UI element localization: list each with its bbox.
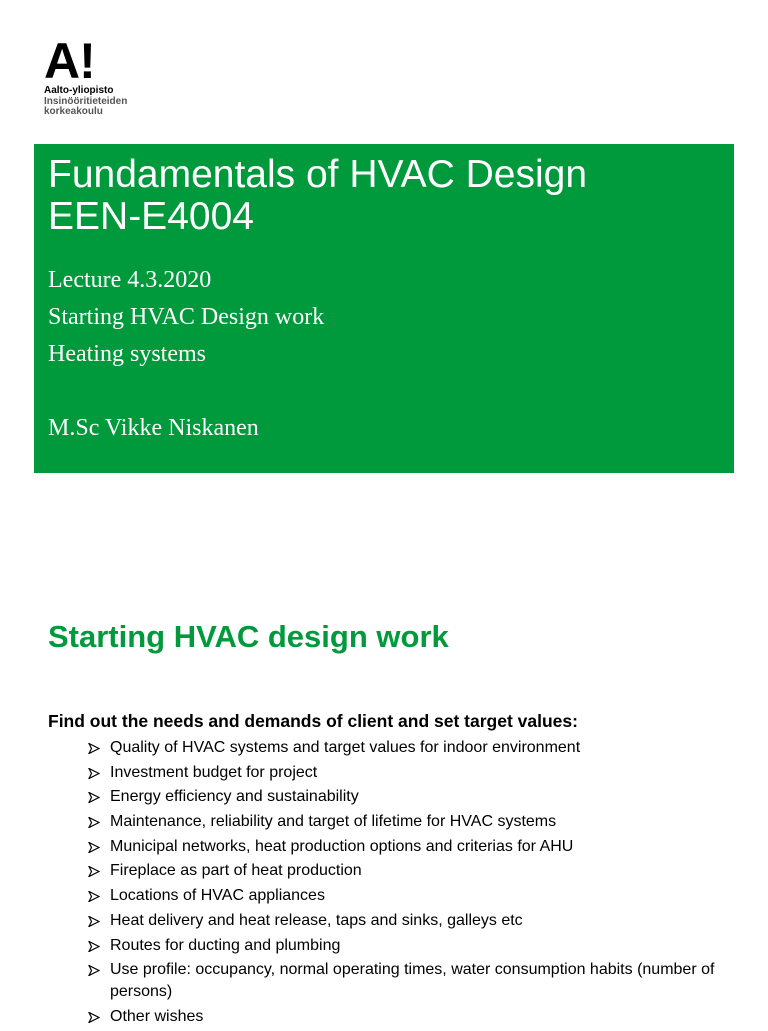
course-title [48, 154, 587, 238]
arrowhead-bullet-icon [88, 786, 102, 808]
list-item-text: Energy efficiency and sustainability [110, 788, 359, 806]
arrowhead-bullet-icon [88, 935, 102, 957]
list-item-text: Use profile: occupancy, normal operating times, water consumption habits (number of persons) [110, 961, 715, 1001]
list-item [88, 910, 738, 932]
list-item [88, 935, 738, 957]
arrowhead-bullet-icon [88, 836, 102, 858]
arrowhead-bullet-icon [88, 910, 102, 932]
list-item [88, 762, 738, 784]
list-item [88, 1006, 738, 1028]
list-item [88, 860, 738, 882]
list-item-text: Maintenance, reliability and target of lifetime for HVAC systems [110, 813, 557, 831]
list-item-text: Municipal networks, heat production options and criterias for AHU [110, 837, 574, 855]
arrowhead-bullet-icon [88, 885, 102, 907]
arrowhead-bullet-icon [88, 1006, 102, 1028]
requirements-list [88, 737, 738, 1031]
arrowhead-bullet-icon [88, 811, 102, 833]
list-item [88, 786, 738, 808]
section-intro: Find out the needs and demands of client and set target values: [48, 711, 578, 731]
list-item-text: Locations of HVAC appliances [110, 887, 325, 905]
list-item [88, 885, 738, 907]
logo-school-name-line1: Insinööritieteiden [44, 95, 128, 107]
list-item-text: Routes for ducting and plumbing [110, 936, 341, 954]
list-item-text: Quality of HVAC systems and target values for indoor environment [110, 739, 581, 756]
arrowhead-bullet-icon [88, 737, 102, 759]
title-block [34, 144, 734, 473]
arrowhead-bullet-icon [88, 860, 102, 882]
arrowhead-bullet-icon [88, 959, 102, 981]
list-item [88, 836, 738, 858]
list-item-text: Other wishes [110, 1007, 204, 1025]
lecturer-name: M.Sc Vikke Niskanen [48, 415, 259, 441]
lecture-topic-2: Heating systems [48, 341, 206, 367]
list-item-text: Investment budget for project [110, 763, 318, 781]
arrowhead-bullet-icon [88, 762, 102, 784]
course-code: EEN-E4004 [48, 195, 254, 238]
list-item [88, 811, 738, 833]
logo-school-name-line2: korkeakoulu [44, 106, 103, 117]
lecture-date: Lecture 4.3.2020 [48, 267, 212, 293]
course-title-line1: Fundamentals of HVAC Design [48, 153, 588, 196]
list-item-text: Heat delivery and heat release, taps and sinks, galleys etc [110, 911, 523, 929]
aalto-logo [44, 33, 144, 118]
list-item-text: Fireplace as part of heat production [110, 862, 362, 880]
lecture-topic-1: Starting HVAC Design work [48, 304, 325, 330]
logo-mark: A! [44, 33, 95, 89]
logo-university-name: Aalto-yliopisto [44, 85, 114, 96]
section-heading: Starting HVAC design work [48, 619, 449, 654]
list-item [88, 737, 738, 759]
list-item [88, 959, 738, 1003]
